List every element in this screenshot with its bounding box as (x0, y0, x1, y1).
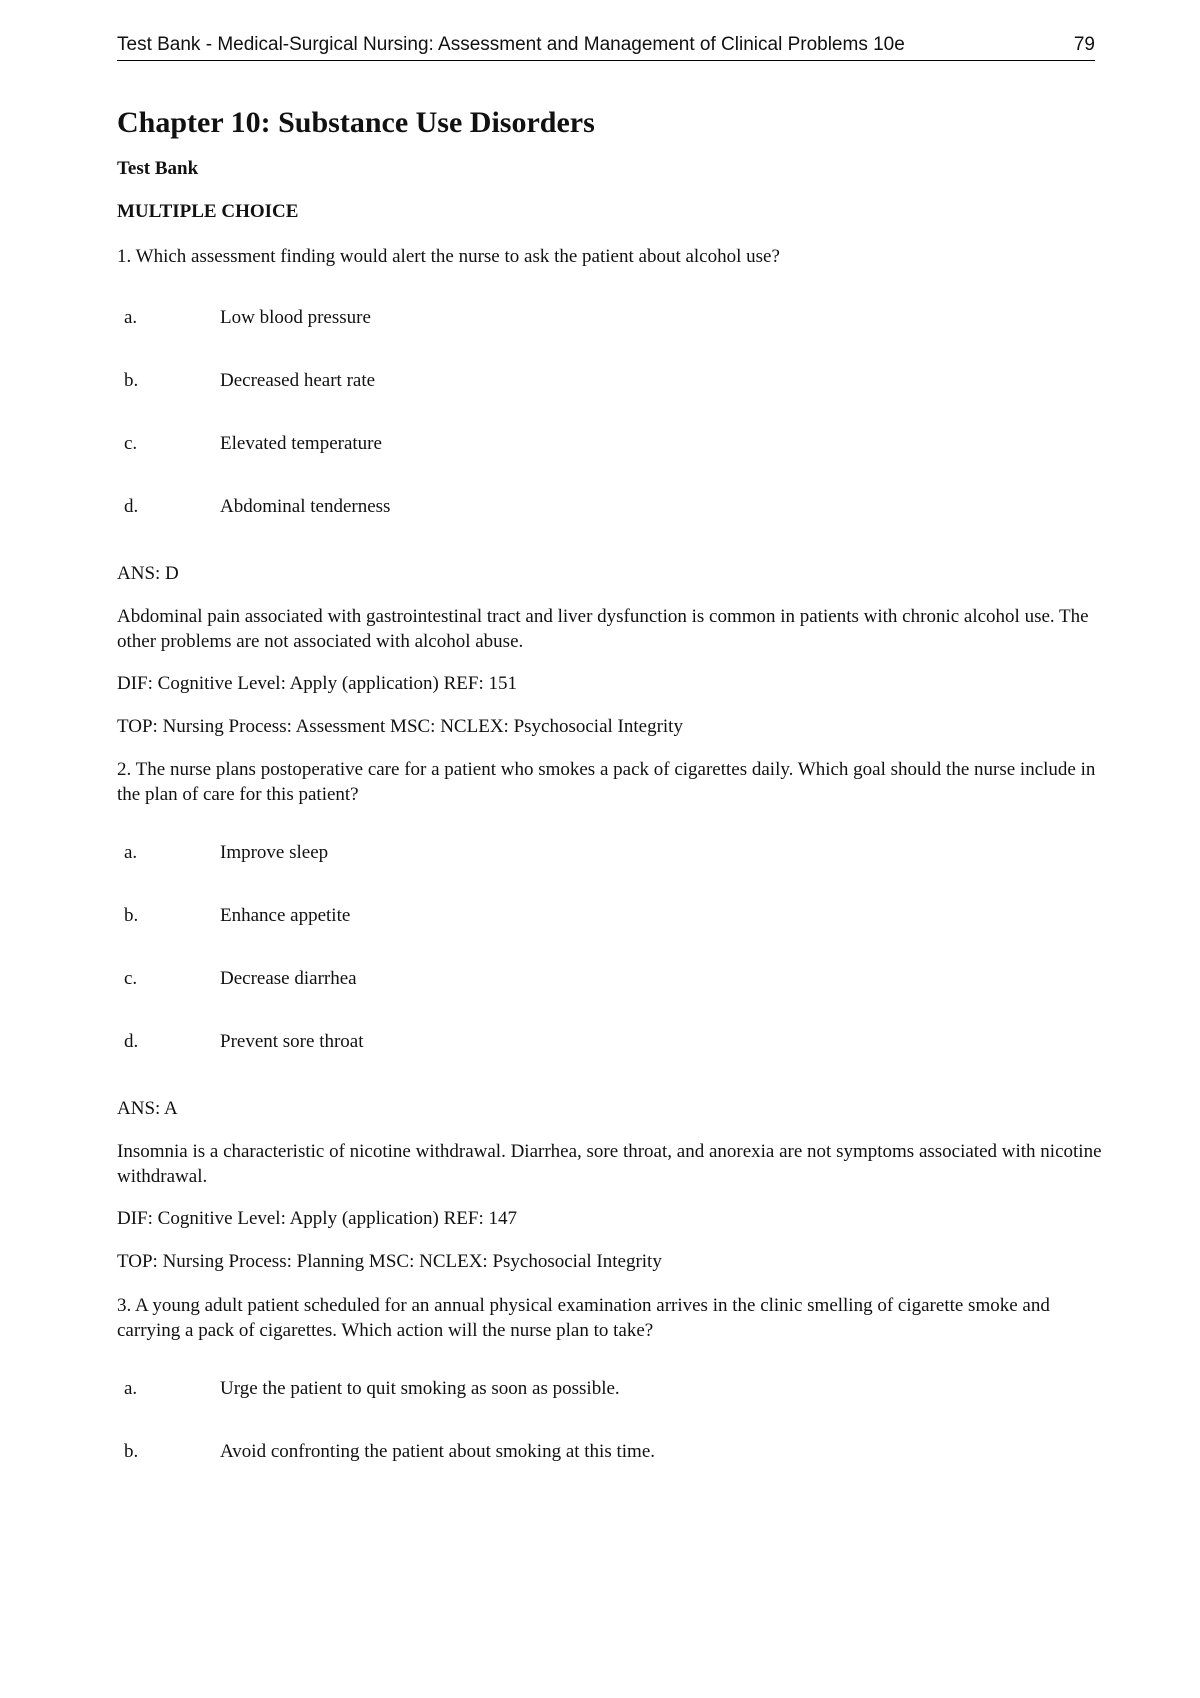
option-letter: a. (124, 1378, 138, 1399)
question-1-stem: 1. Which assessment finding would alert the nurse to ask the patient about alcohol use? (117, 246, 780, 267)
section-heading: MULTIPLE CHOICE (117, 201, 299, 222)
option-text: Decrease diarrhea (220, 968, 357, 989)
option-text: Enhance appetite (220, 905, 351, 926)
option-text: Urge the patient to quit smoking as soon as possible. (220, 1378, 620, 1399)
option-text: Elevated temperature (220, 433, 382, 454)
running-header (117, 32, 1095, 61)
option-text: Abdominal tenderness (220, 496, 391, 517)
option-letter: a. (124, 307, 138, 328)
question-2-stem: 2. The nurse plans postoperative care for a patient who smokes a pack of cigarettes daily. Which goal should the nurse include in the plan of care for this patient? (117, 759, 1096, 805)
question-1-rationale: Abdominal pain associated with gastrointestinal tract and liver dysfunction is common in patients with chronic alcohol use. The other problems are not associated with alcohol abuse. (117, 606, 1089, 652)
option-text: Low blood pressure (220, 307, 371, 328)
question-1-option-d (0, 494, 1200, 519)
option-letter: c. (124, 433, 138, 454)
question-1-option-b (0, 368, 1200, 393)
question-2-option-a (0, 840, 1200, 865)
question-3-option-a (0, 1376, 1200, 1401)
option-letter: d. (124, 1031, 139, 1052)
question-1-difficulty: DIF: Cognitive Level: Apply (application) REF: 151 (117, 673, 518, 694)
option-text: Improve sleep (220, 842, 329, 863)
option-text: Prevent sore throat (220, 1031, 364, 1052)
question-1-option-a (0, 305, 1200, 330)
option-letter: d. (124, 496, 139, 517)
question-3-stem: 3. A young adult patient scheduled for an annual physical examination arrives in the clinic smelling of cigarette smoke and carrying a pack of cigarettes. Which action will the nurse plan to take? (117, 1295, 1050, 1341)
question-2-rationale: Insomnia is a characteristic of nicotine withdrawal. Diarrhea, sore throat, and anorexia are not symptoms associated with nicotine withdrawal. (117, 1141, 1102, 1187)
question-2-option-d (0, 1029, 1200, 1054)
option-text: Decreased heart rate (220, 370, 376, 391)
header-title: Test Bank - Medical-Surgical Nursing: Assessment and Management of Clinical Problems 10e (117, 34, 905, 55)
question-2-option-b (0, 903, 1200, 928)
question-2-difficulty: DIF: Cognitive Level: Apply (application) REF: 147 (117, 1208, 518, 1229)
option-letter: b. (124, 905, 139, 926)
question-1-option-c (0, 431, 1200, 456)
option-text: Avoid confronting the patient about smoking at this time. (220, 1441, 655, 1462)
option-letter: b. (124, 370, 139, 391)
question-2-answer: ANS: A (117, 1098, 178, 1119)
question-1-answer: ANS: D (117, 563, 179, 584)
option-letter: a. (124, 842, 138, 863)
question-1-topic: TOP: Nursing Process: Assessment MSC: NCLEX: Psychosocial Integrity (117, 716, 683, 737)
page-number: 79 (1073, 34, 1095, 55)
question-3-option-b (0, 1439, 1200, 1464)
test-bank-heading: Test Bank (117, 158, 199, 179)
question-2-option-c (0, 966, 1200, 991)
chapter-title: Chapter 10: Substance Use Disorders (117, 106, 595, 139)
question-2-topic: TOP: Nursing Process: Planning MSC: NCLEX: Psychosocial Integrity (117, 1251, 662, 1272)
option-letter: b. (124, 1441, 139, 1462)
option-letter: c. (124, 968, 138, 989)
